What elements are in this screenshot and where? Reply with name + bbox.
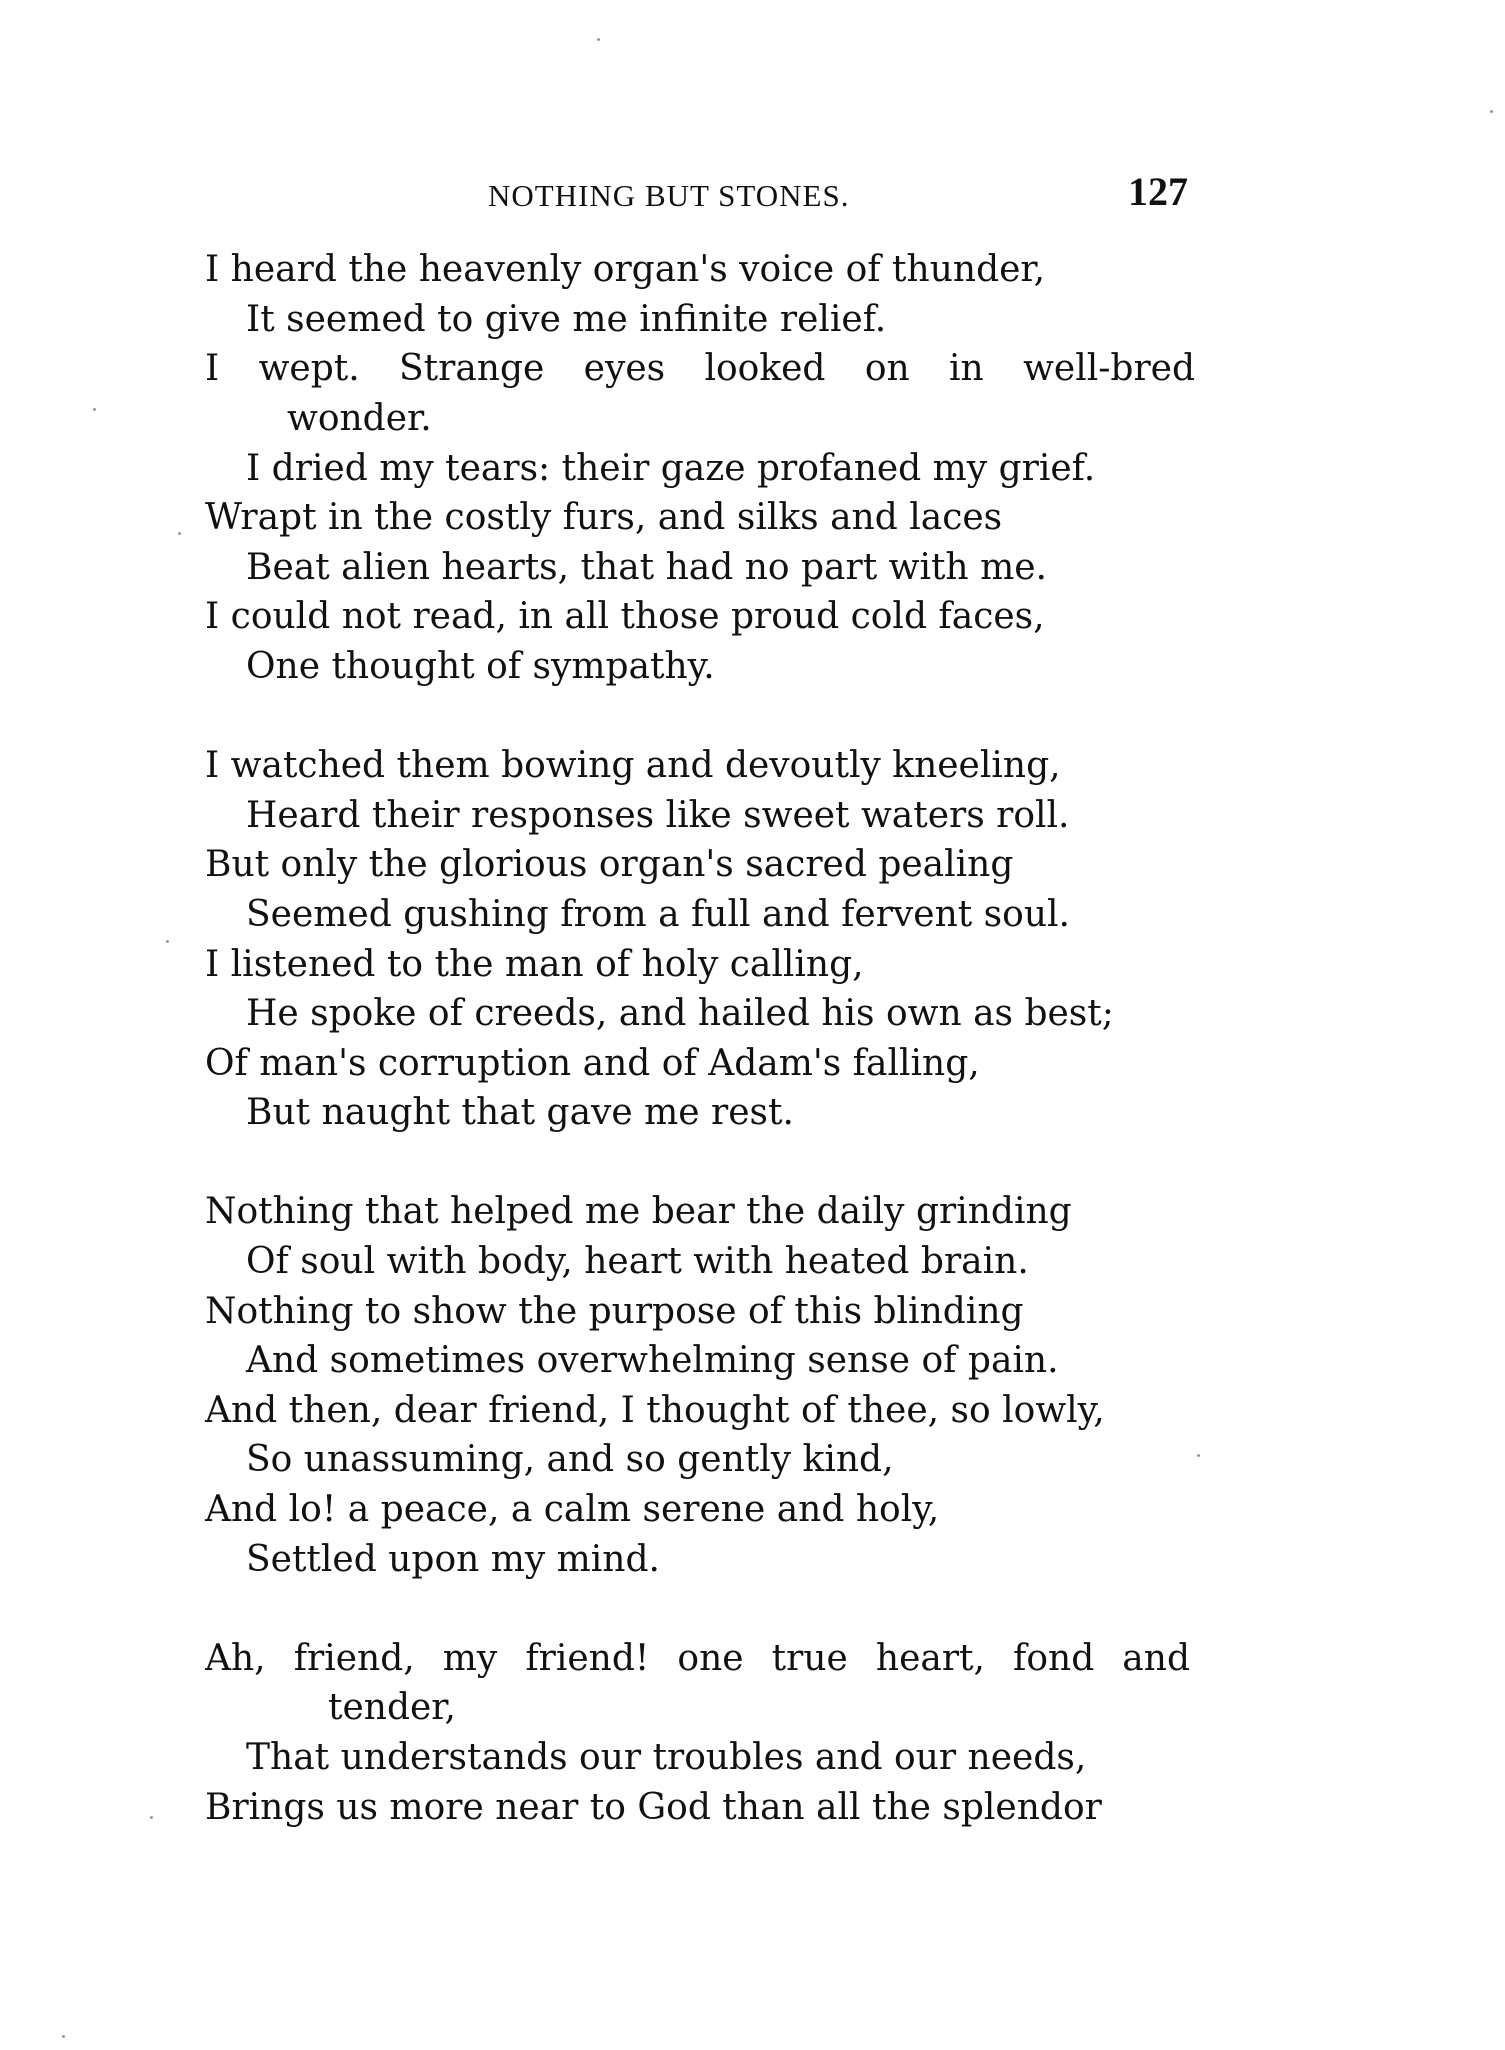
- poem-line: And then, dear friend, I thought of thee, so lowly,: [205, 1390, 1105, 1431]
- scan-speck: [62, 2035, 65, 2038]
- poem-line: I heard the heavenly organ's voice of thunder,: [205, 249, 1046, 290]
- scan-speck: [93, 408, 96, 411]
- poem-line: And lo! a peace, a calm serene and holy,: [205, 1489, 940, 1530]
- poem-line: He spoke of creeds, and hailed his own as best;: [246, 993, 1114, 1034]
- poem-line: Wrapt in the costly furs, and silks and laces: [205, 497, 1003, 538]
- scan-speck: [166, 940, 169, 943]
- poem-line: But naught that gave me rest.: [246, 1092, 794, 1133]
- poem-line: Seemed gushing from a full and fervent soul.: [246, 894, 1070, 935]
- poem-line: I wept. Strange eyes looked on in well-bred: [205, 348, 1195, 389]
- scan-speck: [150, 1816, 153, 1819]
- poem-line: Beat alien hearts, that had no part with me.: [246, 547, 1047, 588]
- poem-line: Ah, friend, my friend! one true heart, fond and: [205, 1638, 1190, 1679]
- poem-line: I dried my tears: their gaze profaned my grief.: [246, 448, 1096, 489]
- scan-speck: [1490, 110, 1493, 113]
- poem-line: Settled upon my mind.: [246, 1539, 660, 1580]
- scan-speck: [597, 38, 600, 41]
- poem-line: wonder.: [287, 398, 432, 439]
- poem-line: I listened to the man of holy calling,: [205, 944, 864, 985]
- poem-line: But only the glorious organ's sacred pealing: [205, 844, 1014, 885]
- poem-line: Nothing that helped me bear the daily grinding: [205, 1191, 1072, 1232]
- scan-speck: [178, 532, 181, 535]
- poem-line: Brings us more near to God than all the splendor: [205, 1787, 1102, 1828]
- poem-line: tender,: [328, 1687, 457, 1728]
- poem-line: Of man's corruption and of Adam's falling,: [205, 1043, 980, 1084]
- poem-line: That understands our troubles and our needs,: [246, 1737, 1087, 1778]
- poem-line: And sometimes overwhelming sense of pain.: [246, 1340, 1059, 1381]
- poem-line: Nothing to show the purpose of this blinding: [205, 1291, 1024, 1332]
- poem-line: I could not read, in all those proud cold faces,: [205, 596, 1045, 637]
- poem-line: Heard their responses like sweet waters roll.: [246, 795, 1070, 836]
- page-number: 127: [1128, 169, 1188, 214]
- running-title: NOTHING BUT STONES.: [488, 178, 850, 213]
- poem-line: So unassuming, and so gently kind,: [246, 1439, 894, 1480]
- scan-speck: [1197, 1454, 1200, 1457]
- poem-line: I watched them bowing and devoutly kneeling,: [205, 745, 1061, 786]
- poem-line: It seemed to give me infinite relief.: [246, 299, 887, 340]
- poem-line: Of soul with body, heart with heated brain.: [246, 1241, 1029, 1282]
- poem-line: One thought of sympathy.: [246, 646, 715, 687]
